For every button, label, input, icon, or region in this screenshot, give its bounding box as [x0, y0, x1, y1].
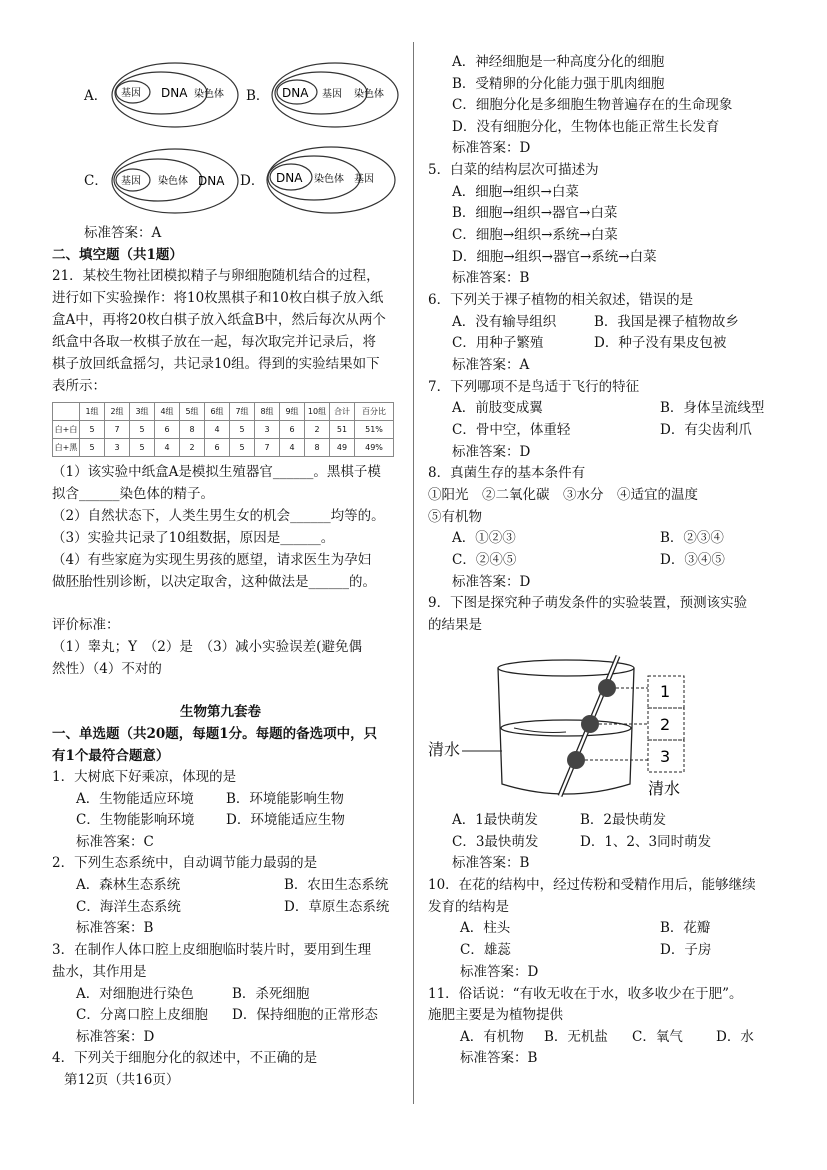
q11-option: C．氧气	[632, 1029, 683, 1045]
q6-stem: 6．下列关于裸子植物的相关叙述，错误的是	[428, 292, 694, 308]
q11-answer: 标准答案：B	[460, 1050, 538, 1066]
q10-option: B．花瓣	[660, 920, 711, 936]
q9-option: C．3最快萌发	[452, 834, 539, 850]
q4-option: B．受精卵的分化能力强于肌肉细胞	[452, 76, 665, 92]
q3-answer: 标准答案：D	[76, 1029, 155, 1045]
q20-diagram-b	[270, 60, 400, 130]
q6-option: C．用种子繁殖	[452, 335, 544, 351]
q7-option: A．前肢变成翼	[452, 400, 543, 416]
q6-answer: 标准答案：A	[452, 357, 530, 373]
table-cell: 49%	[355, 439, 394, 457]
q10-option: A．柱头	[460, 920, 511, 936]
q21-results-table	[52, 402, 394, 457]
q21-question-line: 做胚胎性别诊断，以决定取舍，这种做法是______的。	[52, 574, 376, 590]
q10-option: D．子房	[660, 942, 712, 958]
table-cell: 5组	[180, 403, 205, 421]
q1-option: A．生物能适应环境	[76, 791, 194, 807]
table-cell: 2	[305, 421, 330, 439]
q6-option: B．我国是裸子植物故乡	[594, 314, 739, 330]
table-cell: 3	[255, 421, 280, 439]
q20-diagram-c	[110, 146, 240, 216]
column-divider	[413, 42, 414, 1104]
q9-experiment-figure	[480, 654, 696, 804]
table-cell: 51%	[355, 421, 394, 439]
q21-eval-line: 然性）（4）不对的	[52, 661, 162, 677]
table-cell: 4	[205, 421, 230, 439]
figure-label-2: 2	[660, 715, 671, 734]
q9-stem-line: 9．下图是探究种子萌发条件的实验装置，预测该实验	[428, 595, 748, 611]
q20-b-label-2: 基因	[322, 89, 342, 100]
q20-a-label-2: DNA	[161, 86, 188, 100]
set9-section-line: 一、单选题（共20题，每题1分。每题的备选项中，只	[52, 726, 378, 742]
page-footer: 第12页（共16页）	[64, 1072, 180, 1088]
table-cell: 4	[155, 439, 180, 457]
q9-stem-line: 的结果是	[428, 617, 482, 633]
q20-c-label-3: DNA	[198, 174, 225, 188]
table-cell: 6组	[205, 403, 230, 421]
table-cell: 9组	[280, 403, 305, 421]
table-cell: 49	[330, 439, 355, 457]
figure-label-1: 1	[660, 682, 671, 701]
table-cell: 5	[80, 439, 105, 457]
table-cell: 合计	[330, 403, 355, 421]
q5-option: D．细胞→组织→器官→系统→白菜	[452, 249, 657, 265]
water-surface	[501, 720, 631, 736]
q20-option-a-label: A．	[84, 88, 108, 104]
q7-option: B．身体呈流线型	[660, 400, 765, 416]
table-cell: 7	[105, 421, 130, 439]
q21-stem-line: 表所示：	[52, 378, 106, 394]
q3-option: B．杀死细胞	[232, 986, 310, 1002]
q21-question-line: 拟含______染色体的精子。	[52, 486, 214, 502]
set9-section-line: 有1个最符合题意）	[52, 748, 170, 764]
q7-answer: 标准答案：D	[452, 444, 531, 460]
q10-answer: 标准答案：D	[460, 964, 539, 980]
q20-diagram-a	[110, 60, 240, 130]
q21-question-line: （3）实验共记录了10组数据，原因是______。	[52, 530, 335, 546]
q11-stem-line: 11．俗话说：“有收无收在于水，收多收少在于肥”。	[428, 986, 743, 1002]
q20-b-label-3: 染色体	[354, 89, 384, 100]
table-cell: 6	[205, 439, 230, 457]
q2-option: D．草原生态系统	[284, 899, 390, 915]
q2-stem: 2．下列生态系统中，自动调节能力最弱的是	[52, 855, 318, 871]
q9-option: B．2最快萌发	[580, 812, 667, 828]
q7-option: D．有尖齿利爪	[660, 422, 752, 438]
water-label-left: 清水	[428, 740, 461, 759]
q20-a-label-1: 基因	[121, 88, 141, 99]
q2-option: B．农田生态系统	[284, 877, 389, 893]
q21-stem-line: 进行如下实验操作：将10枚黑棋子和10枚白棋子放入纸	[52, 290, 384, 306]
q6-option: D．种子没有果皮包被	[594, 335, 727, 351]
q20-b-label-1: DNA	[282, 86, 309, 100]
section-2-title: 二、填空题（共1题）	[52, 247, 183, 263]
q1-answer: 标准答案：C	[76, 834, 154, 850]
q20-option-d-label: D．	[240, 173, 265, 189]
q4-answer: 标准答案：D	[452, 140, 531, 156]
table-cell: 3组	[130, 403, 155, 421]
q4-stem: 4．下列关于细胞分化的叙述中，不正确的是	[52, 1050, 318, 1066]
q2-answer: 标准答案：B	[76, 920, 154, 936]
q20-d-label-2: 染色体	[314, 174, 344, 185]
q21-eval-line: （1）睾丸；Y （2）是 （3）减小实验误差(避免偶	[52, 639, 362, 655]
q5-stem: 5．白菜的结构层次可描述为	[428, 162, 599, 178]
q8-items-line: ⑤有机物	[428, 509, 482, 525]
q8-answer: 标准答案：D	[452, 574, 531, 590]
q3-option: A．对细胞进行染色	[76, 986, 194, 1002]
q20-option-b-label: B．	[246, 88, 270, 104]
table-cell: 5	[230, 421, 255, 439]
table-cell: 百分比	[355, 403, 394, 421]
q21-question-line: （4）有些家庭为实现生男孩的愿望，请求医生为孕妇	[52, 552, 372, 568]
q8-items-line: ①阳光 ②二氧化碳 ③水分 ④适宜的温度	[428, 487, 698, 503]
q1-option: B．环境能影响生物	[226, 791, 344, 807]
q5-option: C．细胞→组织→系统→白菜	[452, 227, 618, 243]
q8-stem: 8．真菌生存的基本条件有	[428, 465, 586, 481]
table-cell: 5	[130, 421, 155, 439]
table-header-row	[53, 403, 394, 421]
table-row	[53, 421, 394, 439]
q21-stem-line: 棋子放回纸盒摇匀，共记录10组。得到的实验结果如下	[52, 356, 380, 372]
q3-option: C．分离口腔上皮细胞	[76, 1007, 208, 1023]
q8-option: B．②③④	[660, 530, 724, 546]
q6-option: A．没有输导组织	[452, 314, 557, 330]
q5-option: A．细胞→组织→白菜	[452, 184, 579, 200]
q10-option: C．雄蕊	[460, 942, 511, 958]
q20-option-c-label: C．	[84, 173, 108, 189]
q10-stem-line: 10．在花的结构中，经过传粉和受精作用后，能够继续	[428, 877, 756, 893]
q20-d-label-3: 基因	[354, 174, 374, 185]
q9-option: D．1、2、3同时萌发	[580, 834, 712, 850]
table-cell: 51	[330, 421, 355, 439]
q8-option: A．①②③	[452, 530, 516, 546]
q5-answer: 标准答案：B	[452, 270, 530, 286]
seed-2	[581, 715, 599, 733]
q11-stem-line: 施肥主要是为植物提供	[428, 1007, 563, 1023]
q2-option: C．海洋生态系统	[76, 899, 181, 915]
q1-stem: 1．大树底下好乘凉，体现的是	[52, 769, 237, 785]
q7-stem: 7．下列哪项不是鸟适于飞行的特征	[428, 379, 640, 395]
water-label-right: 清水	[648, 779, 681, 798]
q21-stem-line: 盒A中，再将20枚白棋子放入纸盒B中，然后每次从两个	[52, 312, 386, 328]
seed-3	[567, 751, 585, 769]
q10-stem-line: 发育的结构是	[428, 899, 509, 915]
table-cell: 3	[105, 439, 130, 457]
q5-option: B．细胞→组织→器官→白菜	[452, 205, 618, 221]
table-cell: 1组	[80, 403, 105, 421]
q21-question-line: （2）自然状态下，人类生男生女的机会______均等的。	[52, 508, 385, 524]
table-cell: 8	[180, 421, 205, 439]
q8-option: D．③④⑤	[660, 552, 725, 568]
q3-stem-line: 3．在制作人体口腔上皮细胞临时装片时，要用到生理	[52, 942, 372, 958]
table-cell: 5	[80, 421, 105, 439]
q3-option: D．保持细胞的正常形态	[232, 1007, 378, 1023]
figure-label-3: 3	[660, 747, 671, 766]
table-cell: 7组	[230, 403, 255, 421]
q20-diagram-d	[264, 144, 398, 216]
q7-option: C．骨中空，体重轻	[452, 422, 571, 438]
table-cell: 4组	[155, 403, 180, 421]
table-cell: 8组	[255, 403, 280, 421]
q20-a-label-3: 染色体	[194, 89, 224, 100]
water-pointer-line	[462, 748, 502, 758]
q21-stem-line: 纸盒中各取一枚棋子放在一起，每次取完并记录后，将	[52, 334, 376, 350]
table-cell: 2组	[105, 403, 130, 421]
q11-option: D．水	[716, 1029, 754, 1045]
q21-question-line: （1）该实验中纸盒A是模拟生殖器官______。黑棋子模	[52, 464, 381, 480]
table-cell: 8	[305, 439, 330, 457]
q1-option: C．生物能影响环境	[76, 812, 195, 828]
q9-option: A．1最快萌发	[452, 812, 538, 828]
q4-option: C．细胞分化是多细胞生物普遍存在的生命现象	[452, 97, 733, 113]
q20-c-label-2: 染色体	[158, 176, 188, 187]
table-cell: 6	[155, 421, 180, 439]
q20-d-label-1: DNA	[276, 171, 303, 185]
q4-option: D．没有细胞分化，生物体也能正常生长发育	[452, 119, 720, 135]
q20-answer: 标准答案：A	[84, 225, 162, 241]
q9-answer: 标准答案：B	[452, 855, 530, 871]
table-cell: 白+白	[53, 421, 80, 439]
seed-1	[598, 679, 616, 697]
table-cell: 4	[280, 439, 305, 457]
table-cell: 10组	[305, 403, 330, 421]
q11-option: B．无机盐	[544, 1029, 608, 1045]
table-cell: 2	[180, 439, 205, 457]
table-cell: 白+黑	[53, 439, 80, 457]
set9-title: 生物第九套卷	[180, 704, 261, 720]
q2-option: A．森林生态系统	[76, 877, 181, 893]
table-cell: 5	[130, 439, 155, 457]
q20-c-label-1: 基因	[121, 176, 141, 187]
q4-option: A．神经细胞是一种高度分化的细胞	[452, 54, 665, 70]
table-cell: 5	[230, 439, 255, 457]
table-row	[53, 439, 394, 457]
q11-option: A．有机物	[460, 1029, 524, 1045]
table-cell: 6	[280, 421, 305, 439]
table-cell: 7	[255, 439, 280, 457]
q1-option: D．环境能适应生物	[226, 812, 345, 828]
q3-stem-line: 盐水，其作用是	[52, 964, 147, 980]
q21-eval-title: 评价标准：	[52, 617, 120, 633]
q8-option: C．②④⑤	[452, 552, 517, 568]
table-cell	[53, 403, 80, 421]
q21-stem-line: 21．某校生物社团模拟精子与卵细胞随机结合的过程，	[52, 268, 380, 284]
